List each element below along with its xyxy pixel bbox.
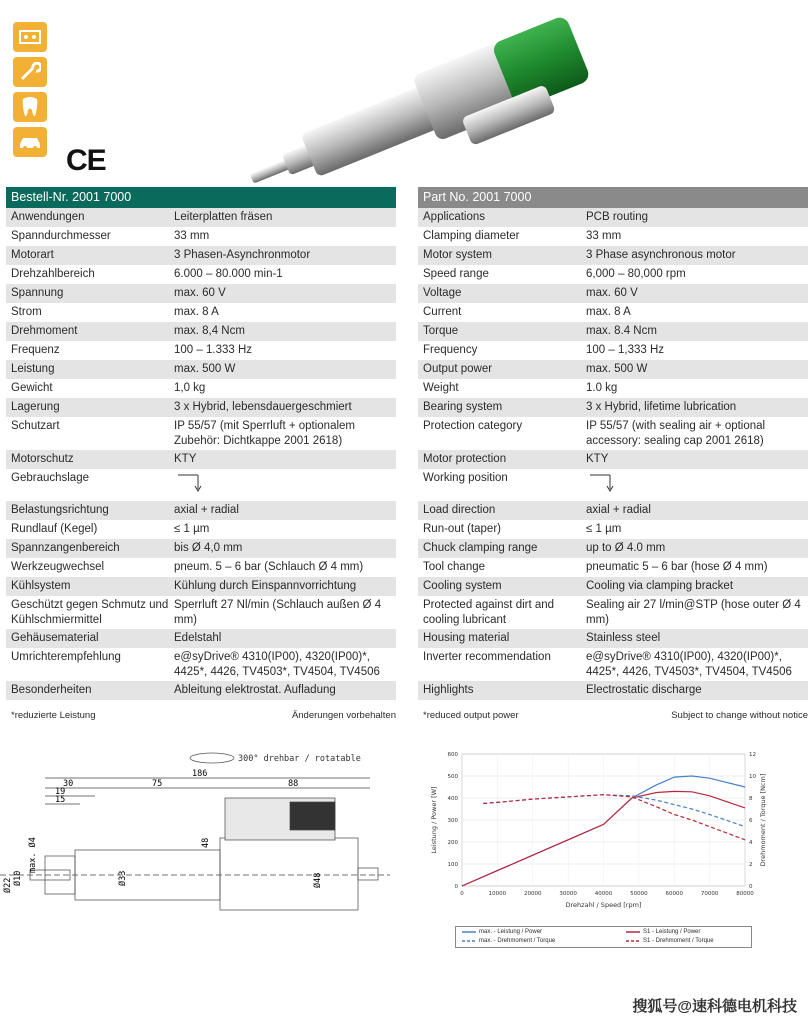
spec-value: Ableitung elektrostat. Aufladung xyxy=(174,684,336,696)
spec-label: Protected against dirt and cooling lubricant xyxy=(423,599,555,626)
y-right-tick-label: 8 xyxy=(749,796,753,802)
spec-value: pneumatic 5 – 6 bar (hose Ø 4 mm) xyxy=(586,561,768,573)
spec-value: e@syDrive® 4310(IP00), 4320(IP00)*, 4425*, 4426, TV4503*, TV4504, TV4506 xyxy=(174,651,380,678)
y-right-axis-label: Drehmoment / Torque [Ncm] xyxy=(759,773,767,867)
spec-label: Weight xyxy=(423,382,459,394)
y-left-axis-label: Leistung / Power [W] xyxy=(430,786,438,854)
spec-label: Werkzeugwechsel xyxy=(11,561,105,573)
spec-label: Geschützt gegen Schmutz und Kühlschmiermittel xyxy=(11,599,169,626)
table-row xyxy=(6,417,396,450)
legend-max-power xyxy=(462,929,542,935)
spec-value: max. 8 A xyxy=(174,306,219,318)
table-row xyxy=(418,577,808,596)
performance-chart xyxy=(420,744,805,949)
dim-88: 88 xyxy=(288,779,299,789)
spec-label: Belastungsrichtung xyxy=(11,504,109,516)
working-position-icon xyxy=(586,471,616,495)
table-row xyxy=(6,469,396,501)
table-row xyxy=(418,341,808,360)
spec-value: 100 – 1,333 Hz xyxy=(586,344,665,356)
footnote-reduced: *reduzierte Leistung xyxy=(11,710,96,721)
spec-label: Spannung xyxy=(11,287,64,299)
spec-value: Sealing air 27 l/min@STP (hose outer Ø 4 mm) xyxy=(586,599,801,626)
spec-value: 33 mm xyxy=(174,230,210,242)
table-footer-german xyxy=(6,710,396,721)
x-axis-label: Drehzahl / Speed [rpm] xyxy=(565,901,642,909)
dim-30: 30 xyxy=(63,779,74,789)
spec-value: 100 – 1.333 Hz xyxy=(174,344,253,356)
table-row xyxy=(418,208,808,227)
spec-label: Output power xyxy=(423,363,493,375)
table-row xyxy=(6,303,396,322)
spec-value: 3 Phase asynchronous motor xyxy=(586,249,736,261)
ce-mark: CE xyxy=(66,144,106,177)
spec-label: Torque xyxy=(423,325,459,337)
working-position-icon xyxy=(174,471,204,495)
spec-label: Rundlauf (Kegel) xyxy=(11,523,98,535)
spec-value: bis Ø 4,0 mm xyxy=(174,542,243,554)
spec-value: KTY xyxy=(174,453,197,465)
table-row xyxy=(6,681,396,700)
spec-label: Kühlsystem xyxy=(11,580,71,592)
spec-label: Frequency xyxy=(423,344,478,356)
table-row xyxy=(6,577,396,596)
y-right-tick-label: 6 xyxy=(749,818,753,824)
tooth-icon xyxy=(13,92,47,122)
application-icons xyxy=(13,22,53,162)
footnote-changes: Subject to change without notice xyxy=(671,710,808,721)
spec-label: Besonderheiten xyxy=(11,684,92,696)
table-row xyxy=(6,501,396,520)
spec-value: max. 60 V xyxy=(174,287,226,299)
table-row xyxy=(418,520,808,539)
table-footer-english xyxy=(418,710,808,721)
spec-value: max. 500 W xyxy=(174,363,236,375)
spec-value: max. 500 W xyxy=(586,363,648,375)
spec-value: Leiterplatten fräsen xyxy=(174,211,273,223)
spec-table-english xyxy=(418,187,808,721)
table-row xyxy=(6,379,396,398)
table-row xyxy=(6,208,396,227)
spec-label: Gehäusematerial xyxy=(11,632,99,644)
spec-value: 6.000 – 80.000 min-1 xyxy=(174,268,283,280)
spec-label: Spannzangenbereich xyxy=(11,542,120,554)
legend-label: S1 - Drehmoment / Torque xyxy=(643,938,714,944)
spec-label: Cooling system xyxy=(423,580,502,592)
table-row xyxy=(418,265,808,284)
spec-value: 33 mm xyxy=(586,230,622,242)
y-left-tick-label: 400 xyxy=(447,796,458,802)
table-row xyxy=(418,558,808,577)
x-tick-label: 20000 xyxy=(524,891,542,897)
x-tick-label: 0 xyxy=(460,891,464,897)
spec-value: max. 8,4 Ncm xyxy=(174,325,245,337)
spec-value: 1.0 kg xyxy=(586,382,618,394)
spec-value: pneum. 5 – 6 bar (Schlauch Ø 4 mm) xyxy=(174,561,364,573)
spec-label: Leistung xyxy=(11,363,55,375)
spec-label: Run-out (taper) xyxy=(423,523,501,535)
legend-s1-power xyxy=(626,929,700,935)
dim-48: 48 xyxy=(201,837,211,848)
table-header-english: Part No. 2001 7000 xyxy=(418,187,808,208)
dim-75: 75 xyxy=(152,779,163,789)
table-row xyxy=(418,681,808,700)
spec-label: Housing material xyxy=(423,632,510,644)
legend-label: max. - Drehmoment / Torque xyxy=(479,938,556,944)
table-row xyxy=(418,284,808,303)
y-left-tick-label: 200 xyxy=(447,840,458,846)
table-row xyxy=(6,341,396,360)
spec-value: axial + radial xyxy=(174,504,239,516)
spec-label: Lagerung xyxy=(11,401,60,413)
table-header-german: Bestell-Nr. 2001 7000 xyxy=(6,187,396,208)
y-left-tick-label: 0 xyxy=(454,884,458,890)
spec-label: Load direction xyxy=(423,504,496,516)
spec-value: IP 55/57 (mit Sperrluft + optionalem Zubehör: Dichtkappe 2001 2618) xyxy=(174,420,356,447)
spec-value: 3 x Hybrid, lebensdauergeschmiert xyxy=(174,401,352,413)
chart-legend xyxy=(455,926,752,948)
table-row xyxy=(418,398,808,417)
table-row xyxy=(418,246,808,265)
spec-value: Edelstahl xyxy=(174,632,222,644)
spec-value: Sperrluft 27 Nl/min (Schlauch außen Ø 4 mm) xyxy=(174,599,382,626)
legend-s1-torque xyxy=(626,938,714,944)
x-tick-label: 50000 xyxy=(630,891,648,897)
y-right-tick-label: 12 xyxy=(749,752,756,758)
y-left-tick-label: 300 xyxy=(447,818,458,824)
y-right-tick-label: 2 xyxy=(749,862,753,868)
spec-label: Strom xyxy=(11,306,42,318)
watermark: 搜狐号@速科德电机科技 xyxy=(632,998,797,1015)
car-icon xyxy=(13,127,47,157)
spec-label: Drehzahlbereich xyxy=(11,268,95,280)
spec-label: Umrichterempfehlung xyxy=(11,651,121,663)
table-row xyxy=(418,501,808,520)
spec-label: Inverter recommendation xyxy=(423,651,551,663)
spec-value: ≤ 1 µm xyxy=(174,523,210,535)
spec-label: Highlights xyxy=(423,684,474,696)
dim-15: 15 xyxy=(55,795,66,805)
spec-value xyxy=(174,469,396,501)
spec-value: e@syDrive® 4310(IP00), 4320(IP00)*, 4425*, 4426, TV4503*, TV4504, TV4506 xyxy=(586,651,792,678)
y-left-tick-label: 100 xyxy=(447,862,458,868)
table-row xyxy=(6,539,396,558)
spec-label: Tool change xyxy=(423,561,486,573)
spec-label: Motorart xyxy=(11,249,54,261)
spec-value: 3 x Hybrid, lifetime lubrication xyxy=(586,401,737,413)
spec-label: Anwendungen xyxy=(11,211,85,223)
x-tick-label: 10000 xyxy=(488,891,507,897)
legend-label: max. - Leistung / Power xyxy=(479,929,543,935)
dim-d22: Ø22 xyxy=(3,877,13,893)
spec-label: Applications xyxy=(423,211,486,223)
spec-label: Chuck clamping range xyxy=(423,542,538,554)
x-tick-label: 60000 xyxy=(665,891,683,897)
dim-max-d4: max. Ø4 xyxy=(28,837,38,873)
spec-label: Drehmoment xyxy=(11,325,78,337)
table-row xyxy=(418,322,808,341)
table-row xyxy=(6,246,396,265)
y-left-tick-label: 500 xyxy=(447,774,458,780)
table-row xyxy=(418,450,808,469)
x-tick-label: 80000 xyxy=(736,891,754,897)
legend-label: S1 - Leistung / Power xyxy=(643,929,701,935)
footnote-changes: Änderungen vorbehalten xyxy=(291,710,396,721)
spec-label: Voltage xyxy=(423,287,462,299)
spec-value: Electrostatic discharge xyxy=(586,684,702,696)
table-row xyxy=(418,648,808,681)
table-row xyxy=(6,284,396,303)
spec-label: Gebrauchslage xyxy=(11,472,89,484)
table-row xyxy=(6,265,396,284)
technical-drawing xyxy=(0,738,400,938)
spindle-product-image xyxy=(225,5,615,185)
spec-value: up to Ø 4.0 mm xyxy=(586,542,666,554)
spec-value: IP 55/57 (with sealing air + optional accessory: sealing cap 2001 2618) xyxy=(586,420,766,447)
x-tick-label: 30000 xyxy=(559,891,577,897)
y-left-tick-label: 600 xyxy=(447,752,458,758)
x-tick-label: 40000 xyxy=(594,891,613,897)
spec-label: Motor system xyxy=(423,249,493,261)
table-row xyxy=(418,379,808,398)
table-row xyxy=(6,558,396,577)
table-row xyxy=(6,520,396,539)
table-row xyxy=(6,596,396,629)
footnote-reduced: *reduced output power xyxy=(423,710,519,721)
spec-rows-english xyxy=(418,208,808,700)
dim-d48: Ø48 xyxy=(313,872,323,888)
dim-d10: Ø10 xyxy=(13,870,23,886)
spec-label: Current xyxy=(423,306,462,318)
table-row xyxy=(6,648,396,681)
spec-value: max. 60 V xyxy=(586,287,638,299)
dim-d33: Ø33 xyxy=(118,870,128,886)
spec-value: Cooling via clamping bracket xyxy=(586,580,734,592)
table-row xyxy=(418,539,808,558)
rotatable-note: 300° drehbar / rotatable xyxy=(238,754,361,764)
dim-19: 19 xyxy=(55,787,66,797)
dim-overall: 186 xyxy=(192,769,208,779)
spec-rows-german xyxy=(6,208,396,700)
y-right-tick-label: 10 xyxy=(749,774,756,780)
spec-label: Bearing system xyxy=(423,401,503,413)
table-row xyxy=(6,450,396,469)
spec-value: Kühlung durch Einspannvorrichtung xyxy=(174,580,357,592)
spec-value: Stainless steel xyxy=(586,632,661,644)
spec-table-german xyxy=(6,187,396,721)
table-row xyxy=(418,360,808,379)
x-tick-label: 70000 xyxy=(700,891,719,897)
spec-value xyxy=(586,469,808,501)
spec-label: Spanndurchmesser xyxy=(11,230,111,242)
table-row xyxy=(6,227,396,246)
table-row xyxy=(418,303,808,322)
spec-label: Motor protection xyxy=(423,453,507,465)
table-row xyxy=(6,322,396,341)
spec-value: KTY xyxy=(586,453,609,465)
table-row xyxy=(418,596,808,629)
spec-value: axial + radial xyxy=(586,504,651,516)
spec-label: Frequenz xyxy=(11,344,60,356)
spec-value: max. 8 A xyxy=(586,306,631,318)
table-row xyxy=(6,360,396,379)
spec-label: Schutzart xyxy=(11,420,60,432)
table-row xyxy=(418,417,808,450)
spec-label: Working position xyxy=(423,472,508,484)
legend-max-torque xyxy=(462,938,555,944)
spec-label: Gewicht xyxy=(11,382,53,394)
wrench-icon xyxy=(13,57,47,87)
y-right-tick-label: 4 xyxy=(749,840,753,846)
spec-value: PCB routing xyxy=(586,211,649,223)
table-row xyxy=(418,469,808,501)
pcb-icon xyxy=(13,22,47,52)
spec-value: max. 8.4 Ncm xyxy=(586,325,657,337)
spec-label: Clamping diameter xyxy=(423,230,520,242)
spec-label: Speed range xyxy=(423,268,489,280)
spec-value: 3 Phasen-Asynchronmotor xyxy=(174,249,311,261)
spec-value: 1,0 kg xyxy=(174,382,206,394)
y-right-tick-label: 0 xyxy=(749,884,753,890)
spec-value: ≤ 1 µm xyxy=(586,523,622,535)
table-row xyxy=(6,629,396,648)
spec-label: Protection category xyxy=(423,420,523,432)
table-row xyxy=(6,398,396,417)
spec-label: Motorschutz xyxy=(11,453,74,465)
table-row xyxy=(418,629,808,648)
table-row xyxy=(418,227,808,246)
spec-value: 6,000 – 80,000 rpm xyxy=(586,268,686,280)
